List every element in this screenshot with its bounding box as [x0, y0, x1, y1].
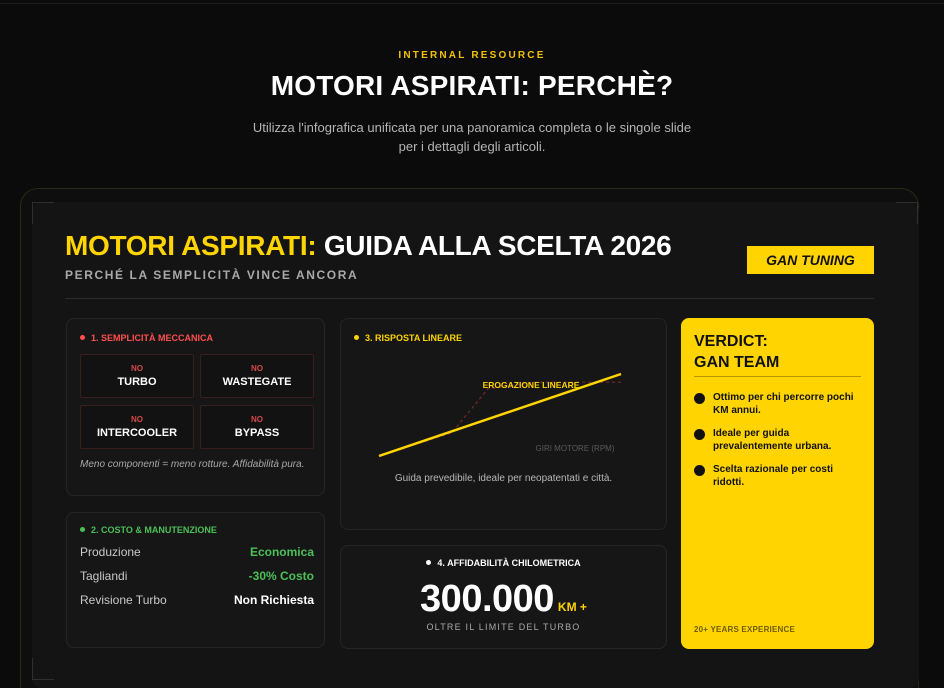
tile-name: TURBO	[117, 376, 157, 388]
hero-title: MOTORI ASPIRATI: PERCHÈ?	[270, 70, 674, 101]
response-chart	[341, 319, 666, 469]
component-tile	[80, 405, 194, 449]
title-highlight: MOTORI ASPIRATI:	[65, 230, 317, 261]
cost-row-label: Tagliandi	[80, 569, 128, 583]
reliability-unit: KM +	[557, 600, 587, 614]
simplicity-panel	[66, 318, 325, 496]
corner-mark	[896, 202, 918, 224]
tile-name: WASTEGATE	[222, 376, 292, 388]
tile-tag: NO	[131, 364, 143, 373]
infographic-subtitle: PERCHÉ LA SEMPLICITÀ VINCE ANCORA	[65, 268, 359, 282]
tile-name: BYPASS	[234, 427, 280, 439]
reliability-heading: 4. AFFIDABILITÀ CHILOMETRICA	[341, 558, 666, 568]
bullet-icon	[694, 429, 705, 440]
verdict-divider	[694, 376, 861, 377]
cost-row-value: Economica	[249, 545, 314, 559]
verdict-item	[694, 427, 864, 453]
cost-heading: 2. COSTO & MANUTENZIONE	[80, 525, 217, 535]
cost-row	[80, 593, 314, 607]
reliability-value	[341, 578, 666, 621]
verdict-item	[694, 463, 864, 489]
corner-mark	[32, 202, 54, 224]
tile-name: INTERCOOLER	[96, 427, 178, 439]
verdict-title-line2: GAN TEAM	[694, 354, 780, 371]
reliability-caption: OLTRE IL LIMITE DEL TURBO	[426, 622, 581, 632]
cost-row-label: Produzione	[80, 545, 141, 559]
verdict-title-line1: VERDICT:	[694, 333, 768, 350]
tile-tag: NO	[251, 415, 263, 424]
reliability-number: 300.000	[420, 578, 554, 620]
component-tile	[200, 354, 314, 398]
cost-row-value: -30% Costo	[248, 569, 314, 583]
verdict-item	[694, 391, 864, 417]
verdict-item-text: Ottimo per chi percorre pochi KM annui.	[713, 392, 854, 416]
cost-row-label: Revisione Turbo	[80, 593, 167, 607]
verdict-item-text: Scelta razionale per costi ridotti.	[713, 464, 834, 488]
component-tile	[200, 405, 314, 449]
reliability-panel	[340, 545, 667, 649]
hero-section	[0, 50, 944, 156]
bullet-icon	[694, 465, 705, 476]
hero-subtitle: Utilizza l'infografica unificata per una panoramica completa o le singole slide per i dettagli degli articoli.	[252, 120, 692, 154]
status-dot-icon	[80, 335, 85, 340]
cost-row	[80, 545, 314, 559]
brand-badge: GAN TUNING	[747, 246, 874, 274]
cost-row-value: Non Richiesta	[233, 593, 314, 607]
tile-tag: NO	[131, 415, 143, 424]
hero-eyebrow: INTERNAL RESOURCE	[398, 50, 546, 61]
status-dot-icon	[426, 560, 431, 565]
verdict-footer: 20+ YEARS EXPERIENCE	[694, 625, 796, 634]
status-dot-icon	[80, 527, 85, 532]
chart-x-label: GIRI MOTORE (RPM)	[535, 444, 615, 453]
infographic-title	[65, 230, 671, 262]
top-border	[0, 3, 944, 4]
verdict-title	[694, 331, 779, 373]
title-rest: GUIDA ALLA SCELTA 2026	[316, 230, 672, 261]
response-caption: Guida prevedibile, ideale per neopatentati e città.	[394, 473, 613, 484]
response-panel	[340, 318, 667, 530]
response-heading: 3. RISPOSTA LINEARE	[354, 333, 462, 343]
tile-tag: NO	[251, 364, 263, 373]
cost-panel	[66, 512, 325, 648]
chart-annotation: EROGAZIONE LINEARE	[482, 380, 580, 390]
simplicity-heading: 1. SEMPLICITÀ MECCANICA	[80, 333, 213, 343]
bullet-icon	[694, 393, 705, 404]
cost-row	[80, 569, 314, 583]
simplicity-note: Meno componenti = meno rotture. Affidabilità pura.	[80, 459, 305, 470]
component-tile	[80, 354, 194, 398]
verdict-item-text: Ideale per guida prevalentemente urbana.	[713, 428, 832, 452]
verdict-panel	[681, 318, 874, 649]
header-divider	[65, 298, 874, 299]
corner-mark	[32, 658, 54, 680]
